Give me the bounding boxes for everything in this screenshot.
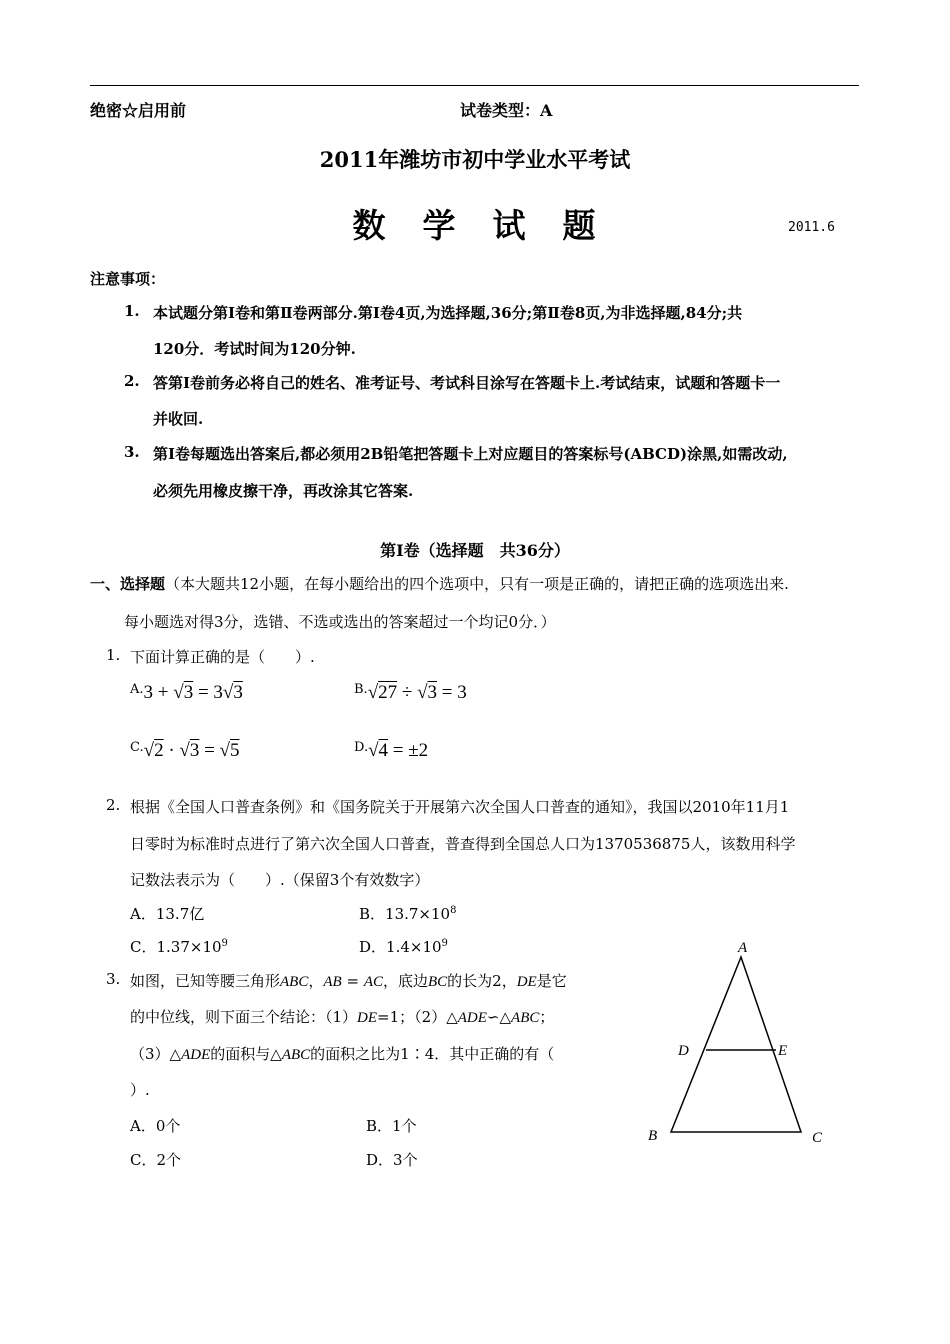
part-intro [90, 573, 789, 594]
option-c: $^{C.}$√2 · √3 = √5 [130, 740, 240, 761]
subject-title: 数 学 试 题 [352, 206, 598, 245]
question-stem-cont: 记数法表示为（ ）.（保留3个有效数字） [130, 871, 430, 889]
option-a: $^{A.}$3 + √3 = 3√3 [130, 682, 243, 703]
notice-heading: 注意事项： [90, 270, 166, 288]
option-d: D．3个 [366, 1151, 418, 1169]
triangle-figure [640, 935, 840, 1155]
question-stem: 如图，已知等腰三角形ABC，AB = AC，底边BC的长为2，DE是它 [130, 972, 567, 990]
vertex-label-c: C [812, 1130, 823, 1146]
question-stem: 下面计算正确的是（ ）. [130, 648, 315, 666]
question-number: 2. [106, 796, 121, 814]
notice-item: 本试题分第Ⅰ卷和第Ⅱ卷两部分.第Ⅰ卷4页,为选择题,36分;第Ⅱ卷8页,为非选择题,84分;共 [153, 304, 743, 322]
vertex-label-d: D [678, 1043, 689, 1059]
question-stem: 根据《全国人口普查条例》和《国务院关于开展第六次全国人口普查的通知》，我国以2010年11月1 [130, 798, 790, 816]
notice-item-cont: 必须先用橡皮擦干净，再改涂其它答案. [153, 482, 414, 500]
vertex-label-e: E [778, 1043, 788, 1059]
question-stem-cont: ）. [130, 1081, 150, 1099]
option-b: $^{B.}$√27 ÷ √3 = 3 [354, 682, 467, 703]
notice-item: 答第Ⅰ卷前务必将自己的姓名、准考证号、考试科目涂写在答题卡上.考试结束，试题和答题卡一 [153, 374, 781, 392]
part-label: 一、选择题 [90, 575, 166, 593]
question-number: 1. [106, 646, 121, 664]
secret-mark: 绝密☆启用前 [90, 101, 187, 120]
exam-title: 2011年潍坊市初中学业水平考试 [319, 147, 631, 172]
paper-type: 试卷类型：A [460, 101, 553, 120]
top-rule [90, 85, 859, 86]
question-stem-cont: 的中位线，则下面三个结论：（1）DE=1；（2）△ADE∽△ABC； [130, 1008, 555, 1026]
notice-num: 1. [124, 302, 140, 320]
option-d: $^{D.}$√4 = ±2 [354, 740, 429, 761]
notice-num: 3. [124, 443, 140, 461]
vertex-label-b: B [648, 1128, 658, 1144]
notice-item-cont: 并收回. [153, 410, 204, 428]
option-a: A．0个 [130, 1117, 181, 1135]
notice-item: 第Ⅰ卷每题选出答案后,都必须用2B铅笔把答题卡上对应题目的答案标号(ABCD)涂黑,如需改动, [153, 445, 788, 463]
part-desc-cont: 每小题选对得3分，选错、不选或选出的答案超过一个均记0分．） [124, 613, 556, 631]
part-desc: （本大题共12小题，在每小题给出的四个选项中，只有一项是正确的，请把正确的选项选出来. [165, 575, 789, 593]
question-stem-cont: 日零时为标准时点进行了第六次全国人口普查，普查得到全国总人口为1370536875人，该数用科学 [130, 835, 796, 853]
exam-date: 2011.6 [788, 220, 835, 235]
option-b: B．$13.7\times 10^8$ [359, 905, 457, 923]
question-stem-cont: （3）△ADE的面积与△ABC的面积之比为1∶4．其中正确的有（ [130, 1045, 555, 1063]
option-b: B．1个 [366, 1117, 417, 1135]
option-d: D．$1.4\times 10^9$ [359, 938, 448, 956]
question-number: 3. [106, 970, 121, 988]
notice-item-cont: 120分．考试时间为120分钟. [153, 340, 356, 358]
section-title: 第Ⅰ卷（选择题 共36分） [380, 541, 570, 560]
notice-num: 2. [124, 372, 140, 390]
option-c: C．2个 [130, 1151, 182, 1169]
option-a: A．13.7亿 [130, 905, 205, 923]
vertex-label-a: A [738, 940, 748, 956]
option-c: C．$1.37\times 10^9$ [130, 938, 228, 956]
